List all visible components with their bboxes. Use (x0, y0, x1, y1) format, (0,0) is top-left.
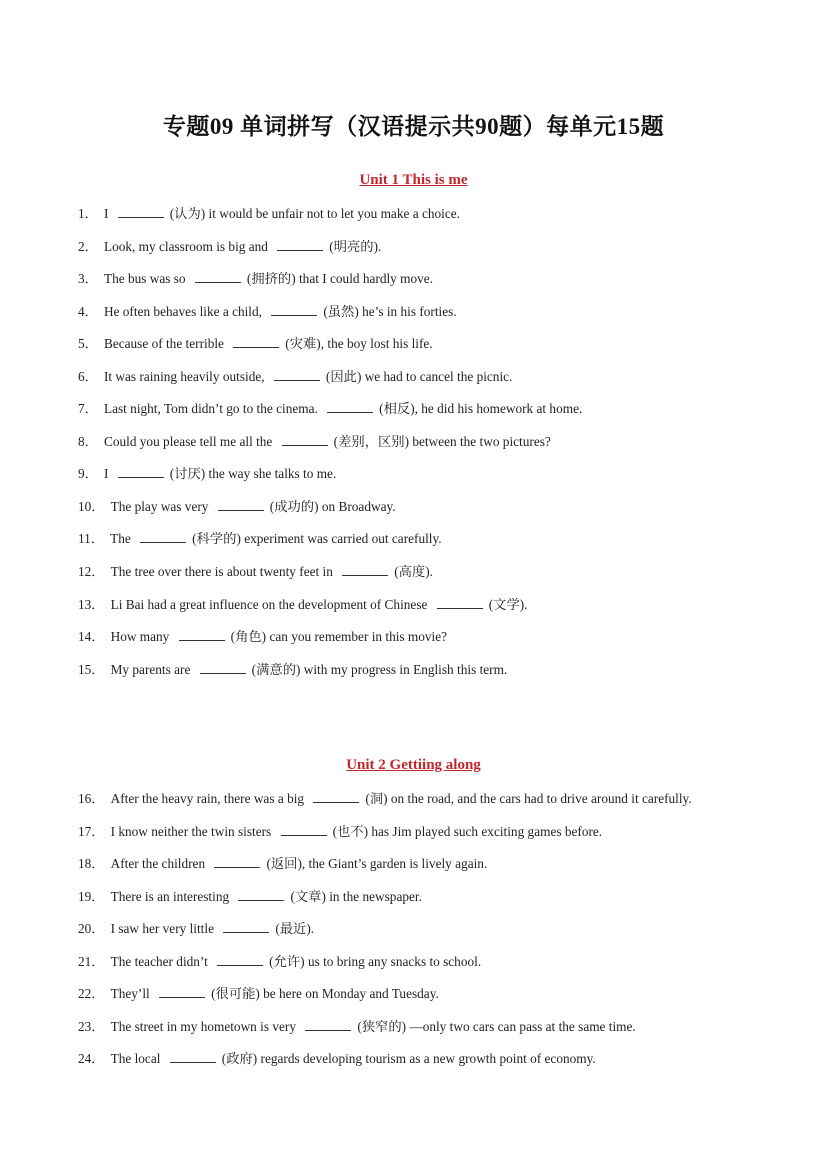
question-number: 21． (78, 953, 105, 969)
question-text-after: with my progress in English this term. (303, 661, 508, 677)
question-item (78, 789, 692, 822)
question-hint: (高度). (394, 564, 433, 580)
question-text-before: My parents are (110, 661, 191, 677)
question-hint: (灾难), (285, 336, 325, 352)
question-item (78, 334, 582, 367)
question-hint: (很可能) (211, 986, 260, 1002)
question-text-before: They’ll (110, 986, 150, 1002)
question-text-before: The play was very (110, 498, 209, 514)
question-text-after: be here on Monday and Tuesday. (263, 986, 439, 1002)
question-hint: (虽然) (323, 303, 359, 319)
question-number: 2． (78, 238, 98, 254)
answer-blank[interactable] (140, 529, 186, 543)
question-text-after: we had to cancel the picnic. (364, 368, 513, 384)
answer-blank[interactable] (327, 399, 373, 413)
question-text-before: Look, my classroom is big and (103, 238, 268, 254)
question-number: 12． (78, 564, 105, 580)
answer-blank[interactable] (200, 660, 246, 674)
answer-blank[interactable] (281, 822, 327, 836)
question-text-after: in the newspaper. (329, 888, 422, 904)
question-text-after: he did his homework at home. (421, 401, 583, 417)
question-hint: (成功的) (269, 498, 319, 514)
question-text-after: has Jim played such exciting games before. (371, 823, 603, 839)
question-item (78, 1049, 692, 1082)
answer-blank[interactable] (217, 952, 263, 966)
question-text-before: The teacher didn’t (110, 953, 208, 969)
question-text-before: The (110, 531, 131, 547)
question-list-unit-2 (78, 789, 692, 1082)
question-number: 17． (78, 823, 105, 839)
answer-blank[interactable] (195, 269, 241, 283)
question-number: 8． (78, 433, 98, 449)
question-item (78, 822, 692, 855)
question-text-before: The local (110, 1051, 161, 1067)
question-text-after: he’s in his forties. (362, 303, 457, 319)
answer-blank[interactable] (170, 1049, 216, 1063)
question-number: 1． (78, 206, 98, 221)
question-item (78, 887, 692, 920)
question-item (78, 399, 582, 432)
question-item (78, 269, 582, 302)
question-text-after: experiment was carried out carefully. (244, 531, 442, 547)
question-hint: (角色) (230, 629, 267, 645)
question-hint: (认为) (169, 206, 206, 221)
question-text-before: After the children (110, 856, 206, 872)
question-number: 22． (78, 986, 105, 1002)
question-hint: (满意的) (251, 661, 301, 677)
question-hint: (返回), (266, 856, 306, 872)
question-item (78, 627, 582, 660)
question-hint: (讨厌) (169, 466, 206, 482)
question-number: 19． (78, 888, 105, 904)
question-text-before: Li Bai had a great influence on the development of Chinese (110, 596, 428, 612)
question-text-after: the way she talks to me. (208, 466, 337, 482)
question-text-after: can you remember in this movie? (269, 629, 448, 645)
question-hint: (最近). (275, 921, 315, 937)
question-text-after: —only two cars can pass at the same time. (409, 1018, 636, 1034)
question-number: 15． (78, 661, 105, 677)
question-text-before: It was raining heavily outside, (103, 368, 265, 384)
question-text-before: I know neither the twin sisters (110, 823, 272, 839)
question-hint: (也不) (332, 823, 369, 839)
answer-blank[interactable] (305, 1017, 351, 1031)
question-text-before: There is an interesting (110, 888, 230, 904)
question-item (78, 464, 582, 497)
question-number: 16． (78, 791, 105, 806)
unit-heading-2: Unit 2 Gettiing along (346, 757, 481, 773)
question-item (78, 497, 582, 530)
question-hint: (相反), (379, 401, 418, 417)
answer-blank[interactable] (179, 627, 225, 641)
question-text-before: Last night, Tom didn’t go to the cinema. (103, 401, 318, 417)
answer-blank[interactable] (282, 432, 328, 446)
question-hint: (允许) (269, 953, 305, 969)
question-text-after: on the road, and the cars had to drive around it carefully. (390, 791, 692, 806)
question-item (78, 237, 582, 270)
question-item (78, 984, 692, 1017)
question-number: 3． (78, 271, 98, 287)
question-item (78, 562, 582, 595)
question-text-before: Because of the terrible (103, 336, 224, 352)
question-hint: (差别，区别) (333, 433, 410, 449)
answer-blank[interactable] (274, 367, 320, 381)
question-hint: (洞) (365, 791, 388, 806)
question-item (78, 919, 692, 952)
answer-blank[interactable] (238, 887, 284, 901)
question-text-before: Could you please tell me all the (103, 433, 273, 449)
question-hint: (拥挤的) (246, 271, 296, 287)
question-item (78, 854, 692, 887)
question-hint: (文章) (290, 888, 326, 904)
question-hint: (明亮的). (329, 238, 382, 254)
question-text-before: He often behaves like a child, (103, 303, 262, 319)
question-hint: (政府) (221, 1051, 258, 1067)
question-hint: (因此) (325, 368, 362, 384)
question-item (78, 204, 582, 237)
question-number: 20． (78, 921, 105, 937)
question-text-before: After the heavy rain, there was a big (110, 791, 305, 806)
question-number: 4． (78, 303, 98, 319)
question-text-after: the Giant’s garden is lively again. (308, 856, 488, 872)
question-item (78, 302, 582, 335)
question-number: 11． (78, 531, 105, 547)
question-list-unit-1 (78, 204, 582, 692)
answer-blank[interactable] (118, 464, 164, 478)
question-text-before: I saw her very little (110, 921, 214, 937)
question-hint: (狭窄的) (357, 1018, 407, 1034)
answer-blank[interactable] (214, 854, 260, 868)
question-text-before: How many (110, 629, 170, 645)
question-text-before: The tree over there is about twenty feet in (110, 564, 333, 580)
answer-blank[interactable] (437, 595, 483, 609)
question-text-after: on Broadway. (321, 498, 396, 514)
question-item (78, 1017, 692, 1050)
answer-blank[interactable] (218, 497, 264, 511)
question-number: 13． (78, 596, 105, 612)
question-text-after: it would be unfair not to let you make a choice. (208, 206, 460, 221)
question-number: 23． (78, 1018, 105, 1034)
question-item (78, 367, 582, 400)
page-title: 专题09 单词拼写（汉语提示共90题）每单元15题 (162, 114, 665, 139)
answer-blank[interactable] (233, 334, 279, 348)
question-number: 6． (78, 368, 98, 384)
question-number: 14． (78, 629, 105, 645)
unit-heading-1: Unit 1 This is me (359, 172, 468, 188)
question-number: 24． (78, 1051, 105, 1067)
question-number: 5． (78, 336, 98, 352)
question-number: 18． (78, 856, 105, 872)
question-text-after: the boy lost his life. (327, 336, 433, 352)
question-text-after: that I could hardly move. (298, 271, 434, 287)
question-text-after: us to bring any snacks to school. (307, 953, 482, 969)
answer-blank[interactable] (313, 789, 359, 803)
question-hint: (科学的) (192, 531, 241, 547)
question-text-before: I (103, 466, 109, 482)
answer-blank[interactable] (342, 562, 388, 576)
question-text-before: The bus was so (103, 271, 186, 287)
question-text-after: between the two pictures? (412, 433, 551, 449)
question-text-before: The street in my hometown is very (110, 1018, 296, 1034)
answer-blank[interactable] (118, 204, 164, 218)
question-item (78, 660, 582, 693)
question-item (78, 595, 582, 628)
answer-blank[interactable] (277, 237, 323, 251)
question-number: 7． (78, 401, 98, 417)
question-text-before: I (103, 206, 109, 221)
answer-blank[interactable] (159, 984, 205, 998)
question-text-after: regards developing tourism as a new growth point of economy. (260, 1051, 596, 1067)
question-number: 9． (78, 466, 98, 482)
question-item (78, 952, 692, 985)
question-item (78, 529, 582, 562)
answer-blank[interactable] (271, 302, 317, 316)
answer-blank[interactable] (223, 919, 269, 933)
question-number: 10． (78, 498, 105, 514)
question-hint: (文学). (488, 596, 528, 612)
question-item (78, 432, 582, 465)
